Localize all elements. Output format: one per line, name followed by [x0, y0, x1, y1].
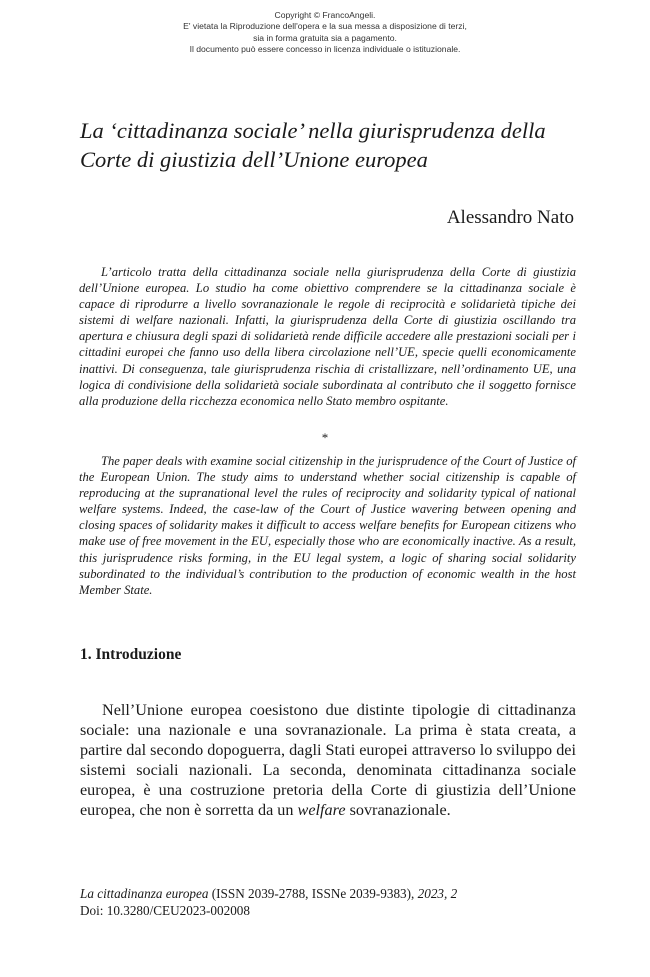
author-name: Alessandro Nato — [446, 207, 574, 228]
paragraph-text-end: sovranazionale. — [345, 801, 451, 819]
abstract-italian: L’articolo tratta della cittadinanza sociale nella giurisprudenza della Corte di giustizia dell’Unione europea. Lo studio ha come obiettivo comprendere se la cittadinanza sociale è capace di riprodurre a livello sovranazionale le regole di reciprocità e solidarietà tipiche dei sistemi di welfare nazionali. Infatti, la giurisprudenza della Corte di giustizia oscillando tra apertura e chiusura degli spazi di solidarietà rende difficile accedere alle prestazioni sociali per i cittadini europei che fanno uso della libera circolazione nell’UE, specie quelli economicamente inattivi. Di conseguenza, tale giurisprudenza rischia di cristallizzare, nell’ordinamento UE, una logica di condivisione della solidarietà sociale subordinata al contributo che il soggetto fornisce alla produzione della ricchezza economica nello Stato membro ospitante. — [79, 265, 576, 408]
article-title — [80, 116, 580, 174]
citation-line — [80, 886, 580, 903]
copyright-line: sia in forma gratuita sia a pagamento. — [253, 32, 397, 43]
title-line: Corte di giustizia dell’Unione europea — [80, 147, 428, 172]
abstract-separator: * — [321, 430, 329, 445]
doi-line: Doi: 10.3280/CEU2023-002008 — [80, 902, 250, 918]
journal-issn: (ISSN 2039-2788, ISSNe 2039-9383), — [208, 886, 418, 901]
journal-issue: 2023, 2 — [417, 886, 458, 901]
copyright-line: Il documento può essere concesso in licenza individuale o istituzionale. — [189, 44, 461, 55]
copyright-line: Copyright © FrancoAngeli. — [274, 10, 376, 20]
abstract-english: The paper deals with examine social citizenship in the jurisprudence of the Court of Justice of the European Union. The study aims to understand whether social citizenship is capable of reproducing at the supranational level the rules of reciprocity and solidarity typical of national welfare systems. Indeed, the case-law of the Court of Justice wavering between opening and closing spaces of solidarity makes it difficult to access welfare benefits for European citizens who make use of free movement in the EU, especially those who are economically inactive. As a result, this jurisprudence risks forming, in the EU legal system, a logic of sharing social solidarity subordinated to the individual’s contribution to the production of economic wealth in the host Member State. — [79, 454, 576, 597]
section-heading: 1. Introduzione — [80, 646, 182, 663]
copyright-notice — [0, 10, 650, 56]
page-footer — [80, 886, 580, 919]
title-line: La ‘cittadinanza sociale’ nella giurisprudenza della — [80, 118, 546, 143]
paragraph-italic-term: welfare — [297, 801, 346, 819]
copyright-line: E' vietata la Riproduzione dell'opera e la sua messa a disposizione di terzi, — [183, 21, 467, 32]
paragraph-text: Nell’Unione europea coesistono due distinte tipologie di cittadinanza sociale: una nazionale e una sovranazionale. La prima è stata creata, a partire dal secondo dopoguerra, dagli Stati europei attraverso lo sviluppo dei sistemi sociali nazionali. La seconda, denominata cittadinanza sociale europea, è una costruzione pretoria della Corte di giustizia dell’Unione europea, che non è sorretta da un — [80, 701, 576, 819]
body-paragraph — [80, 700, 576, 820]
journal-name: La cittadinanza europea — [80, 886, 209, 901]
